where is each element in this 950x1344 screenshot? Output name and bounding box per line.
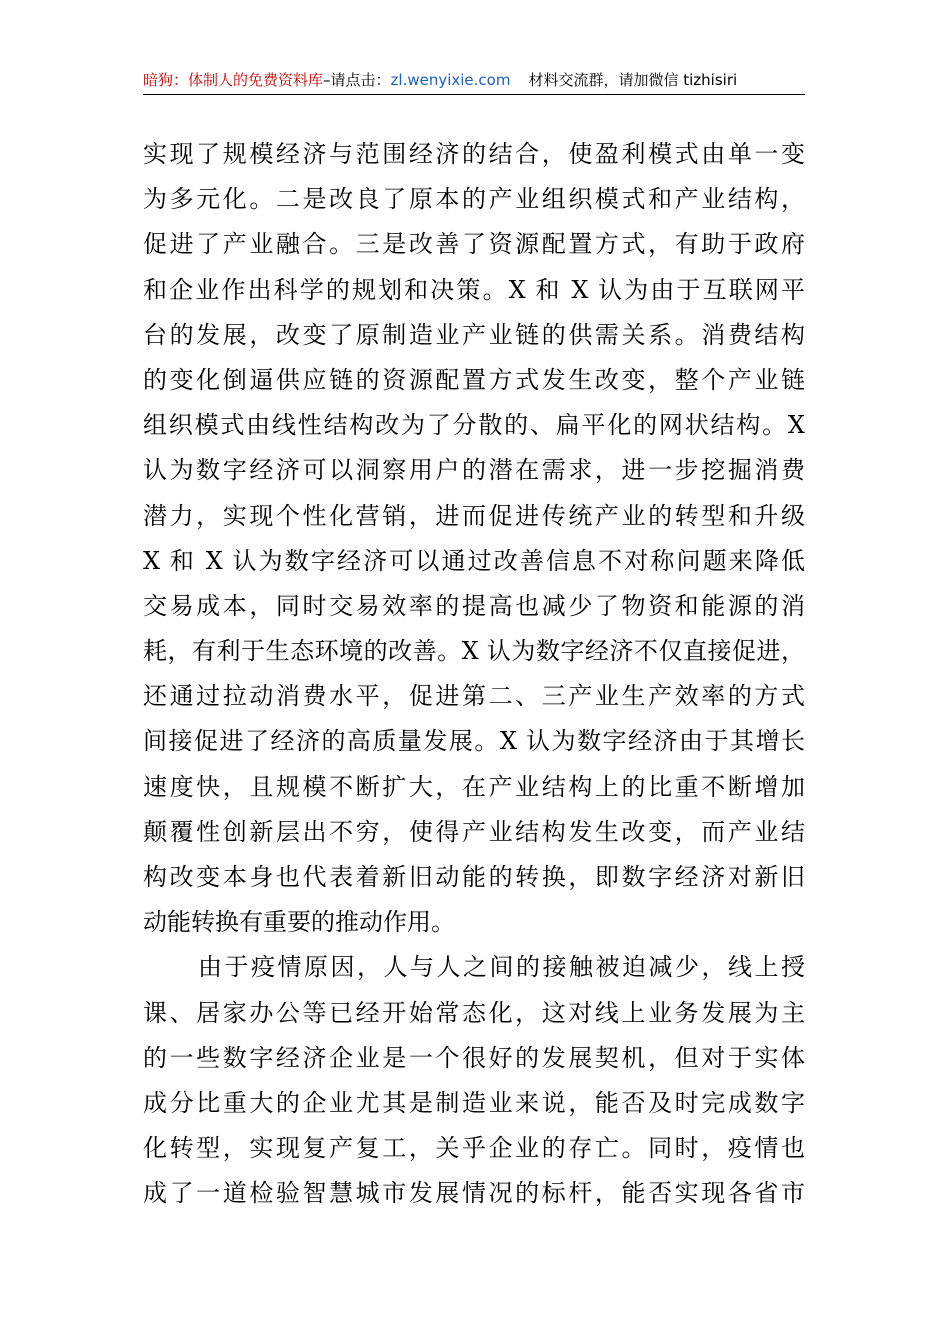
text-line: 的变化倒逼供应链的资源配置方式发生改变，整个产业链 — [143, 365, 805, 394]
text-line: 组织模式由线性结构改为了分散的、扁平化的网状结构。X — [143, 411, 805, 440]
text-line: 台的发展，改变了原制造业产业链的供需关系。消费结构 — [143, 320, 805, 349]
text-line: 构改变本身也代表着新旧动能的转换，即数字经济对新旧 — [143, 863, 805, 891]
text-line: 还通过拉动消费水平，促进第二、三产业生产效率的方式 — [143, 682, 805, 711]
header-prompt: –请点击： — [323, 71, 391, 89]
header-brand: 暗狗：体制人的免费资料库 — [143, 71, 324, 89]
text-line: 成分比重大的企业尤其是制造业来说，能否及时完成数字 — [143, 1088, 805, 1117]
text-line: 实现了规模经济与范围经济的结合，使盈利模式由单一变 — [143, 140, 805, 168]
text-line: 速度快，且规模不断扩大，在产业结构上的比重不断增加 — [143, 772, 805, 801]
header-note: 材料交流群，请加微信 tizhisiri — [528, 71, 738, 89]
text-line: 课、居家办公等已经开始常态化，这对线上业务发展为主 — [143, 998, 805, 1027]
paragraph-1 — [143, 132, 805, 945]
document-body — [143, 132, 805, 1217]
text-line: 交易成本，同时交易效率的提高也减少了物资和能源的消 — [143, 591, 805, 620]
text-line: 促进了产业融合。三是改善了资源配置方式，有助于政府 — [143, 230, 805, 259]
text-line: 颠覆性创新层出不穷，使得产业结构发生改变，而产业结 — [143, 817, 805, 846]
text-line: 和企业作出科学的规划和决策。X 和 X 认为由于互联网平 — [143, 275, 805, 304]
text-line: 为多元化。二是改良了原本的产业组织模式和产业结构， — [143, 185, 805, 214]
page-header — [143, 66, 805, 95]
text-line: 动能转换有重要的推动作用。 — [143, 908, 455, 937]
text-line: 由于疫情原因，人与人之间的接触被迫减少，线上授 — [198, 953, 805, 982]
text-line: 认为数字经济可以洞察用户的潜在需求，进一步挖掘消费 — [143, 456, 805, 485]
text-line: 的一些数字经济企业是一个很好的发展契机，但对于实体 — [143, 1043, 805, 1072]
text-line: X 和 X 认为数字经济可以通过改善信息不对称问题来降低 — [143, 546, 805, 575]
text-line: 间接促进了经济的高质量发展。X 认为数字经济由于其增长 — [143, 727, 805, 756]
text-line: 耗，有利于生态环境的改善。X 认为数字经济不仅直接促进， — [143, 637, 805, 666]
text-line: 潜力，实现个性化营销，进而促进传统产业的转型和升级 — [143, 501, 805, 530]
text-line: 化转型，实现复产复工，关乎企业的存亡。同时，疫情也 — [143, 1134, 805, 1163]
paragraph-2 — [143, 945, 805, 1216]
header-link[interactable]: zl.wenyixie.com — [390, 71, 511, 89]
text-line: 成了一道检验智慧城市发展情况的标杆，能否实现各省市 — [143, 1179, 805, 1208]
